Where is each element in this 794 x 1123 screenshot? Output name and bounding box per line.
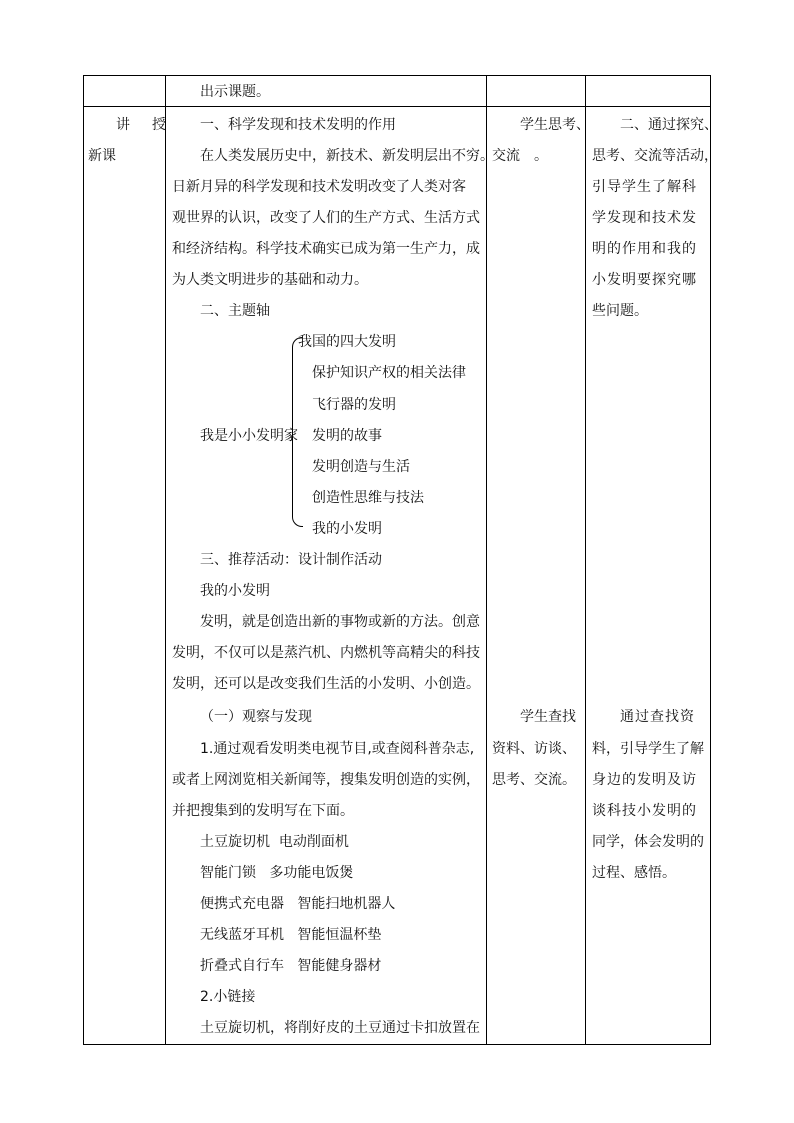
student-activity-2-line-1: 学生查找 [520, 709, 576, 725]
table-row-divider [83, 106, 711, 107]
section3-title: 三、推荐活动：设计制作活动 [200, 552, 382, 568]
section1-line-4: 和经济结构。科学技术确实已成为第一生产力，成 [172, 241, 480, 257]
student-activity-1-line-1: 学生思考、 [520, 117, 590, 133]
activity-line-1: 发明，就是创造出新的事物或新的方法。创意 [200, 614, 480, 630]
example-line-5: 折叠式自行车 智能健身器材 [200, 958, 382, 974]
design-intent-1-line-7: 些问题。 [592, 303, 648, 319]
design-intent-2-line-5: 同学，体会发明的 [592, 834, 704, 850]
design-intent-2-line-2: 料，引导学生了解 [592, 741, 704, 757]
link-paragraph: 土豆旋切机，将削好皮的土豆通过卡扣放置在 [200, 1020, 480, 1036]
section1-line-3: 观世界的认识，改变了人们的生产方式、生活方式 [172, 210, 480, 226]
student-activity-1-line-2: 交流 。 [492, 148, 548, 164]
section1-title: 一、科学发现和技术发明的作用 [200, 117, 396, 133]
design-intent-1-line-2: 思考、交流等活动， [592, 148, 718, 164]
table-col-divider-2 [486, 75, 487, 1045]
lesson-intro-text: 出示课题。 [200, 84, 270, 100]
activity-line-3: 发明，还可以是改变我们生活的小发明、小创造。 [172, 676, 480, 692]
activity-line-2: 发明，不仅可以是蒸汽机、内燃机等高精尖的科技 [172, 645, 480, 661]
link-title: 2.小链接 [200, 989, 256, 1005]
sub1-line-1: 1.通过观看发明类电视节目,或查阅科普杂志, [200, 741, 475, 757]
design-intent-1-line-6: 小发明要探究哪 [592, 272, 697, 288]
design-intent-1-line-5: 明的作用和我的 [592, 241, 697, 257]
sub1-line-2: 或者上网浏览相关新闻等，搜集发明创造的实例， [172, 772, 480, 788]
table-col-divider-1 [165, 75, 166, 1045]
student-activity-2-line-2: 资料、访谈、 [492, 741, 576, 757]
theme-item-2: 保护知识产权的相关法律 [312, 365, 466, 381]
sub1-line-3: 并把搜集到的发明写在下面。 [172, 803, 354, 819]
example-line-3: 便携式充电器 智能扫地机器人 [200, 896, 396, 912]
theme-root: 我是小小发明家 [200, 428, 298, 444]
design-intent-1-line-1: 二、通过探究、 [620, 117, 718, 133]
theme-item-3: 飞行器的发明 [312, 397, 396, 413]
phase-label-line2: 新课 [88, 148, 116, 164]
design-intent-1-line-3: 引导学生了解科 [592, 179, 697, 195]
table-right-border [710, 75, 711, 1045]
phase-label-line1: 讲 授 [116, 117, 170, 133]
theme-item-5: 发明创造与生活 [312, 459, 410, 475]
theme-item-4: 发明的故事 [312, 428, 382, 444]
example-line-1: 土豆旋切机 电动削面机 [200, 834, 349, 850]
theme-item-7: 我的小发明 [312, 521, 382, 537]
example-line-4: 无线蓝牙耳机 智能恒温杯垫 [200, 927, 382, 943]
design-intent-2-line-3: 身边的发明及访 [592, 772, 697, 788]
design-intent-2-line-1: 通过查找资 [620, 709, 695, 725]
student-activity-2-line-3: 思考、交流。 [492, 772, 576, 788]
theme-item-1: 我国的四大发明 [298, 334, 396, 350]
design-intent-2-line-6: 过程、感悟。 [592, 865, 676, 881]
table-bottom-border [83, 1044, 711, 1045]
design-intent-1-line-4: 学发现和技术发 [592, 210, 697, 226]
theme-item-6: 创造性思维与技法 [312, 490, 424, 506]
table-col-divider-3 [585, 75, 586, 1045]
design-intent-2-line-4: 谈科技小发明的 [592, 803, 697, 819]
section2-title: 二、主题轴 [200, 303, 270, 319]
activity-name: 我的小发明 [200, 583, 270, 599]
example-line-2: 智能门锁 多功能电饭煲 [200, 865, 354, 881]
table-left-border [83, 75, 84, 1045]
section1-line-2: 日新月异的科学发现和技术发明改变了人类对客 [172, 179, 466, 195]
table-top-border [83, 75, 711, 76]
sub1-title: （一）观察与发现 [200, 709, 312, 725]
section1-line-1: 在人类发展历史中，新技术、新发明层出不穷。 [200, 148, 494, 164]
section1-line-5: 为人类文明进步的基础和动力。 [172, 272, 368, 288]
